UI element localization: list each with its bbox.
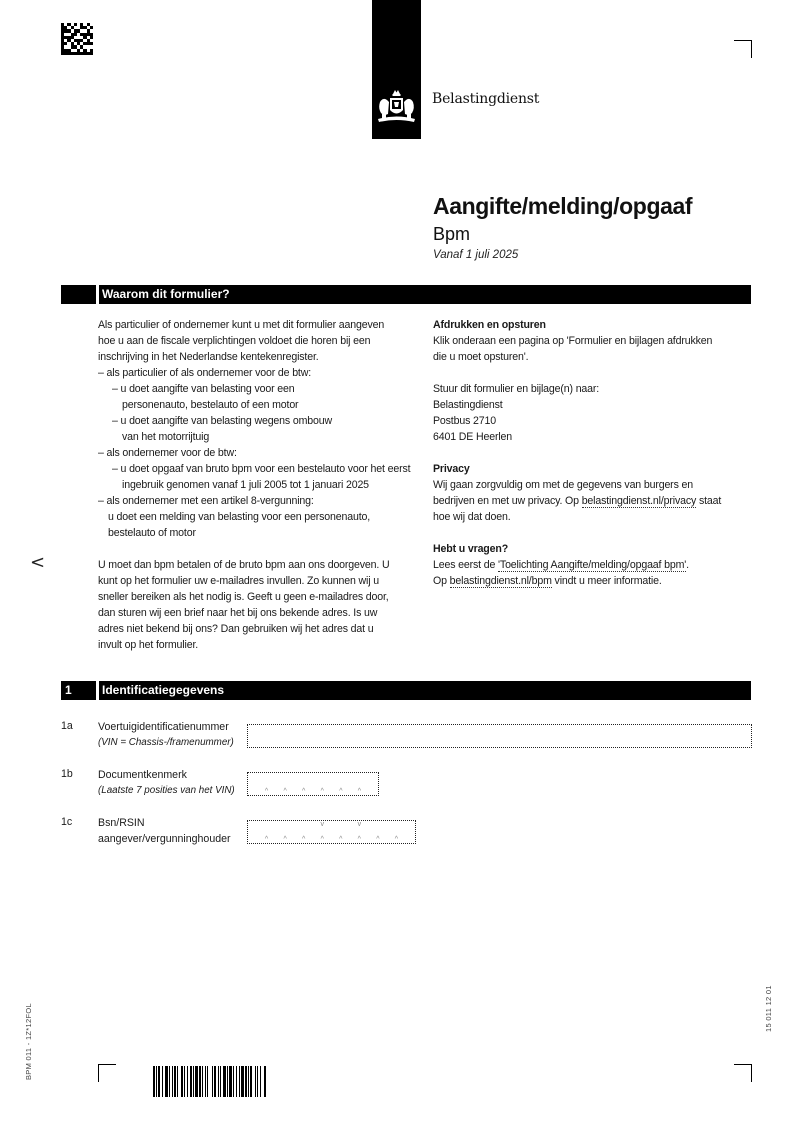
privacy-text [433,477,733,525]
bullet-continuation: u doet een melding van belasting voor een personenauto, bestelauto of motor [108,511,371,539]
section-title: Waarom dit formulier? [102,287,230,301]
position-tick: ^ [357,788,362,795]
group-tick: v [320,821,324,828]
questions-heading: Hebt u vragen? [433,543,509,555]
questions-text-part: vindt u meer informatie. [551,575,662,587]
section-header-identificatie [61,681,751,700]
position-tick: ^ [264,836,269,843]
field-label-1c [98,815,243,847]
version-code: 15 011 12 01 [764,985,773,1032]
privacy-link[interactable]: belastingdienst.nl/privacy [581,495,697,507]
corner-mark-top-right [734,40,752,58]
bullet-item: – als particulier of als ondernemer voor de btw: [98,367,312,379]
documentkenmerk-sublabel: (Laatste 7 posities van het VIN) [98,785,235,796]
documentkenmerk-input[interactable] [247,772,379,796]
toelichting-link[interactable]: 'Toelichting Aangifte/melding/opgaaf bpm' [498,559,687,571]
questions-text-part: Lees eerst de [433,559,499,571]
intro-line: hoe u aan de fiscale verplichtingen voldoet die horen bij een [98,335,371,347]
vin-input[interactable] [247,724,752,748]
bsn-rsin-input[interactable] [247,820,416,844]
field-label-1b [98,767,243,799]
position-tick: ^ [264,788,269,795]
questions-text [433,557,753,573]
section-divider [96,681,99,700]
vin-sublabel: (VIN = Chassis-/framenummer) [98,737,234,748]
vin-label: Voertuigidentificatienummer [98,721,229,733]
page-title: Aangifte/melding/opgaaf [433,193,693,219]
field-label-1a [98,719,243,751]
questions-text-part: Op [433,575,450,587]
intro-paragraph: U moet dan bpm betalen of de bruto bpm aan ons doorgeven. U kunt op het formulier uw e-mailadres invullen. Zo kunnen wij u sneller bereiken als het nodig is. Geeft u geen e-mailadres door, dan sturen wij een brief naar het bij ons bekende adres. Is uw adres niet bekend bij ons? Dan gebruiken wij het adres dat u invult op het formulier. [98,559,390,651]
position-tick: ^ [357,836,361,843]
position-tick: ^ [302,836,306,843]
section-number: 1 [65,683,72,697]
corner-mark-bottom-left [98,1064,116,1082]
section-title: Identificatiegegevens [102,683,225,697]
privacy-text-part: staat hoe wij dat doen. [433,495,722,523]
group-tick: v [357,821,362,828]
privacy-text-part: Wij gaan zorgvuldig om met de gegevens van burgers en bedrijven en met uw privacy. Op [433,479,693,507]
brand-name: Belastingdienst [432,91,540,107]
effective-date: Vanaf 1 juli 2025 [433,249,519,261]
intro-left-column [98,317,418,653]
print-text: Klik onderaan een pagina op 'Formulier en bijlagen afdrukken die u moet opsturen'. [433,335,713,363]
position-tick: ^ [283,836,287,843]
section-divider [96,285,99,304]
intro-right-column [433,317,753,589]
documentkenmerk-label: Documentkenmerk [98,769,187,781]
sub-bullet-item: – u doet aangifte van belasting voor een personenauto, bestelauto of een motor [112,383,299,411]
address-line: Belastingdienst [433,399,503,411]
field-number-1a: 1a [61,720,73,732]
bsn-rsin-sublabel: aangever/vergunninghouder [98,833,231,845]
position-tick: ^ [283,788,287,795]
page-subtitle: Bpm [433,224,471,244]
sub-bullet-item: – u doet opgaaf van bruto bpm voor een bestelauto voor het eerst ingebruik genomen vanaf 1 juli 2005 tot 1 januari 2025 [112,463,411,491]
privacy-heading: Privacy [433,463,470,475]
bullet-item: – als ondernemer voor de btw: [98,447,237,459]
bpm-link[interactable]: belastingdienst.nl/bpm [449,575,552,587]
fold-marker-icon: < [30,552,46,573]
questions-text-2 [433,573,753,589]
position-tick: ^ [339,788,343,795]
address-line: Postbus 2710 [433,415,496,427]
corner-mark-bottom-right [734,1064,752,1082]
field-number-1b: 1b [61,768,73,780]
send-intro: Stuur dit formulier en bijlage(n) naar: [433,383,600,395]
position-tick: ^ [302,788,306,795]
barcode [153,1066,325,1097]
datamatrix-code [61,23,93,55]
bullet-item: – als ondernemer met een artikel 8-vergunning: [98,495,314,507]
position-tick: ^ [320,788,324,795]
intro-line: inschrijving in het Nederlandse kentekenregister. [98,351,319,363]
bsn-rsin-label: Bsn/RSIN [98,817,145,829]
sub-bullet-item: – u doet aangifte van belasting wegens ombouw van het motorrijtuig [112,415,332,443]
position-tick: ^ [394,836,399,843]
position-tick: ^ [320,836,324,843]
royal-coat-of-arms-icon [374,88,419,128]
questions-text-part: . [686,559,689,571]
position-tick: ^ [376,836,380,843]
address-line: 6401 DE Heerlen [433,431,513,443]
section-header-intro [61,285,751,304]
form-code: BPM 011 - 1Z*12FOL [24,1003,33,1080]
position-tick: ^ [339,836,343,843]
print-heading: Afdrukken en opsturen [433,319,546,331]
intro-line: Als particulier of ondernemer kunt u met dit formulier aangeven [98,319,385,331]
field-number-1c: 1c [61,816,73,828]
